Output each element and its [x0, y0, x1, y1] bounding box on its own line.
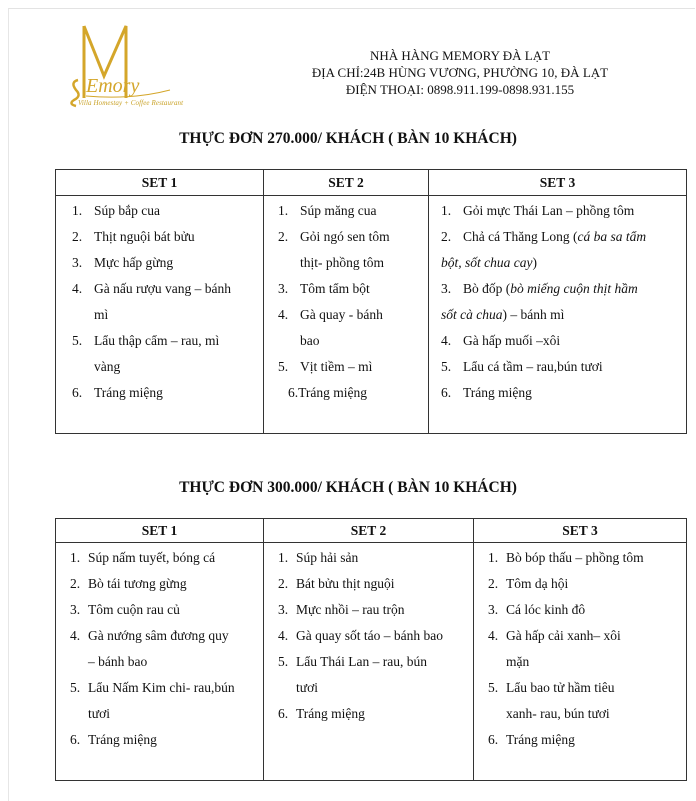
list-item: mì — [94, 307, 109, 322]
menu1-set2-header: SET 2 — [264, 170, 429, 196]
list-item: bao — [300, 333, 320, 348]
list-item: 1. Súp măng cua — [278, 203, 377, 218]
menu2-set2-cell — [264, 543, 474, 781]
list-item: 4. Gà nướng sâm đương quy — [70, 628, 229, 643]
menu1-set3-cell — [429, 196, 687, 434]
list-item: 1. Bò bóp thấu – phồng tôm — [488, 550, 644, 565]
list-item: 4. Gà quay - bánh — [278, 307, 383, 322]
list-item: 3. Mực hấp gừng — [72, 255, 174, 270]
list-item: 2. Thịt nguội bát bửu — [72, 229, 195, 244]
restaurant-header — [290, 47, 630, 98]
menu1-set3-header: SET 3 — [429, 170, 687, 196]
list-item: xanh- rau, bún tươi — [506, 706, 610, 721]
list-item: 3. Mực nhồi – rau trộn — [278, 602, 405, 617]
list-item: mặn — [506, 654, 530, 669]
menu2-table — [55, 518, 687, 781]
list-item: tươi — [296, 680, 318, 695]
menu1-set1-cell — [56, 196, 264, 434]
menu2-set3-header: SET 3 — [474, 519, 687, 543]
list-item: 1. Súp nấm tuyết, bóng cá — [70, 550, 216, 565]
list-item: 2. Gỏi ngó sen tôm — [278, 229, 390, 244]
logo-tagline: Villa Homestay + Coffee Restaurant — [78, 99, 184, 107]
list-item: 4. Gà quay sốt táo – bánh bao — [278, 628, 443, 643]
menu1-title: THỰC ĐƠN 270.000/ KHÁCH ( BÀN 10 KHÁCH) — [179, 130, 517, 147]
menu1-table — [55, 169, 687, 434]
list-item: 6. Tráng miệng — [441, 385, 532, 400]
menu2-set3-cell — [474, 543, 687, 781]
list-item: 5. Lẩu Nấm Kim chi- rau,bún — [70, 680, 235, 695]
menu2-set2-header: SET 2 — [264, 519, 474, 543]
list-item: bột, sốt chua cay) — [441, 255, 537, 270]
list-item: tươi — [88, 706, 110, 721]
list-item: 6. Tráng miệng — [278, 706, 365, 721]
list-item: 3. Cá lóc kinh đô — [488, 602, 586, 617]
list-item: 1. Gỏi mực Thái Lan – phồng tôm — [441, 203, 635, 218]
restaurant-name: NHÀ HÀNG MEMORY ĐÀ LẠT — [369, 48, 551, 63]
list-item: 5. Lẩu thập cẩm – rau, mì — [72, 333, 220, 348]
list-item: 6. Tráng miệng — [70, 732, 157, 747]
list-item: – bánh bao — [88, 654, 148, 669]
list-item: thịt- phồng tôm — [300, 255, 384, 270]
list-item: 4. Gà hấp cải xanh– xôi — [488, 628, 621, 643]
list-item: 4. Gà nấu rượu vang – bánh — [72, 281, 232, 296]
menu1-set1-header: SET 1 — [56, 170, 264, 196]
menu1-set2-cell — [264, 196, 429, 434]
list-item: 6. Tráng miệng — [72, 385, 163, 400]
list-item: 2. Tôm dạ hội — [488, 576, 569, 591]
logo-script: Emory — [86, 75, 140, 97]
list-item: 5. Vịt tiềm – mì — [278, 359, 373, 374]
list-item: 2. Chả cá Thăng Long (cá ba sa tẩm — [441, 229, 647, 244]
list-item: sốt cà chua) – bánh mì — [441, 307, 565, 322]
menu2-set1-cell — [56, 543, 264, 781]
menu1-set2-last: 6.Tráng miệng — [288, 385, 368, 400]
list-item: 2. Bò tái tương gừng — [70, 576, 187, 591]
menu2-set1-header: SET 1 — [56, 519, 264, 543]
list-item: 6. Tráng miệng — [488, 732, 575, 747]
list-item: 1. Súp bắp cua — [72, 203, 160, 218]
restaurant-phone: ĐIỆN THOẠI: 0898.911.199-0898.931.155 — [345, 82, 575, 97]
list-item: vàng — [94, 359, 121, 374]
list-item: 5. Lẩu Thái Lan – rau, bún — [278, 654, 427, 669]
list-item: 3. Tôm tẩm bột — [278, 281, 370, 296]
menu2-title: THỰC ĐƠN 300.000/ KHÁCH ( BÀN 10 KHÁCH) — [179, 479, 517, 496]
list-item: 4. Gà hấp muối –xôi — [441, 333, 561, 348]
restaurant-address: ĐỊA CHỈ:24B HÙNG VƯƠNG, PHƯỜNG 10, ĐÀ LẠT — [311, 65, 609, 80]
list-item: 3. Bò đốp (bò miếng cuộn thịt hầm — [441, 281, 638, 296]
list-item: 3. Tôm cuộn rau củ — [70, 602, 180, 617]
list-item: 2. Bát bửu thịt nguội — [278, 576, 395, 591]
list-item: 5. Lẩu cá tầm – rau,bún tươi — [441, 359, 603, 374]
list-item: 5. Lẩu bao tử hầm tiêu — [488, 680, 615, 695]
list-item: 1. Súp hải sản — [278, 550, 359, 565]
